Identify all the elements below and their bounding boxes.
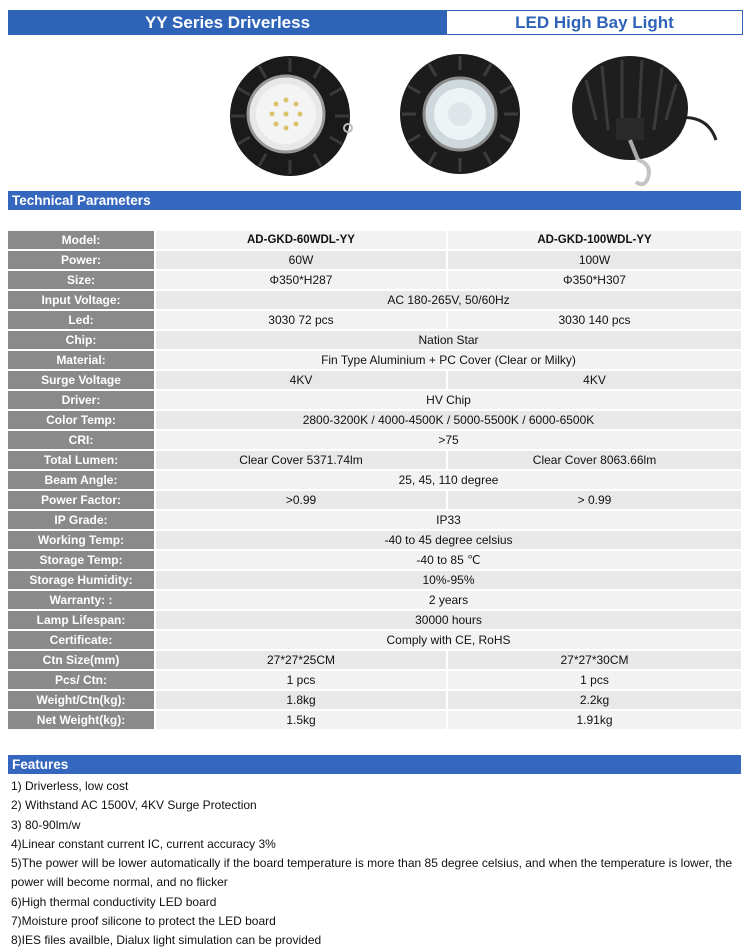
param-value: Comply with CE, RoHS (156, 631, 741, 649)
param-value-60w: 3030 72 pcs (156, 311, 448, 329)
param-value-60w: Clear Cover 5371.74lm (156, 451, 448, 469)
param-label: Material: (8, 351, 156, 369)
param-label: Beam Angle: (8, 471, 156, 489)
table-row (8, 571, 741, 589)
table-row (8, 511, 741, 529)
param-label: Led: (8, 311, 156, 329)
param-value-60w: 4KV (156, 371, 448, 389)
product-photos (0, 40, 750, 190)
param-value-100w: 4KV (448, 371, 741, 389)
param-value: 2 years (156, 591, 741, 609)
table-row (8, 591, 741, 609)
param-label: Warranty: : (8, 591, 156, 609)
param-value-60w: 1.5kg (156, 711, 448, 729)
table-row (8, 371, 741, 389)
param-label: Working Temp: (8, 531, 156, 549)
param-value: HV Chip (156, 391, 741, 409)
table-row (8, 651, 741, 669)
param-label: Certificate: (8, 631, 156, 649)
param-value-100w: 27*27*30CM (448, 651, 741, 669)
param-value: 2800-3200K / 4000-4500K / 5000-5500K / 6000-6500K (156, 411, 741, 429)
param-label: Driver: (8, 391, 156, 409)
features-heading: Features (8, 755, 741, 774)
table-row (8, 671, 741, 689)
feature-item: 3) 80-90lm/w (11, 817, 81, 832)
param-value: -40 to 45 degree celsius (156, 531, 741, 549)
title-banner (8, 10, 743, 35)
param-value-100w: 1 pcs (448, 671, 741, 689)
table-row (8, 231, 741, 249)
param-value-100w: Φ350*H307 (448, 271, 741, 289)
table-row (8, 431, 741, 449)
param-value: 25, 45, 110 degree (156, 471, 741, 489)
param-value-100w: 100W (448, 251, 741, 269)
feature-item: 2) Withstand AC 1500V, 4KV Surge Protection (11, 798, 257, 813)
feature-item: 6)High thermal conductivity LED board (11, 894, 217, 909)
param-label: Model: (8, 231, 156, 249)
param-value: >75 (156, 431, 741, 449)
table-row (8, 411, 741, 429)
param-value-60w: 27*27*25CM (156, 651, 448, 669)
product-photo-back (566, 50, 736, 200)
param-label: Input Voltage: (8, 291, 156, 309)
table-row (8, 351, 741, 369)
param-label: Total Lumen: (8, 451, 156, 469)
param-label: Storage Humidity: (8, 571, 156, 589)
table-row (8, 551, 741, 569)
table-row (8, 631, 741, 649)
param-value-100w: 1.91kg (448, 711, 741, 729)
param-label: CRI: (8, 431, 156, 449)
param-value: 10%-95% (156, 571, 741, 589)
param-label: Color Temp: (8, 411, 156, 429)
param-value-60w: 60W (156, 251, 448, 269)
param-label: Net Weight(kg): (8, 711, 156, 729)
param-value-100w: AD-GKD-100WDL-YY (448, 231, 741, 249)
table-row (8, 291, 741, 309)
table-row (8, 711, 741, 729)
param-value-100w: 3030 140 pcs (448, 311, 741, 329)
param-value: AC 180-265V, 50/60Hz (156, 291, 741, 309)
param-value-60w: 1 pcs (156, 671, 448, 689)
table-row (8, 691, 741, 709)
param-value-60w: 1.8kg (156, 691, 448, 709)
param-label: Power Factor: (8, 491, 156, 509)
product-photo-front (226, 50, 356, 180)
table-row (8, 491, 741, 509)
feature-item: 4)Linear constant current IC, current accuracy 3% (11, 836, 276, 851)
feature-item: 8)IES files availble, Dialux light simulation can be provided (11, 933, 322, 948)
param-value-100w: 2.2kg (448, 691, 741, 709)
param-label: Pcs/ Ctn: (8, 671, 156, 689)
features-list (11, 777, 741, 951)
param-value: 30000 hours (156, 611, 741, 629)
param-value-60w: >0.99 (156, 491, 448, 509)
table-row (8, 331, 741, 349)
table-row (8, 271, 741, 289)
table-row (8, 451, 741, 469)
table-row (8, 611, 741, 629)
feature-item: 5)The power will be lower automatically if the board temperature is more than 85 degree celsius, and when the temperature is lower, the power will become normal, and no flicker (11, 856, 733, 890)
series-title: YY Series Driverless (9, 11, 446, 34)
table-row (8, 471, 741, 489)
param-label: Weight/Ctn(kg): (8, 691, 156, 709)
table-row (8, 391, 741, 409)
param-label: Size: (8, 271, 156, 289)
param-value-60w: Φ350*H287 (156, 271, 448, 289)
param-label: Lamp Lifespan: (8, 611, 156, 629)
product-title: LED High Bay Light (446, 11, 742, 34)
table-row (8, 531, 741, 549)
param-value: -40 to 85 ℃ (156, 551, 741, 569)
feature-item: 1) Driverless, low cost (11, 779, 129, 793)
technical-parameters-heading: Technical Parameters (8, 191, 741, 210)
param-label: Power: (8, 251, 156, 269)
product-photo-cover (396, 50, 524, 178)
param-label: Ctn Size(mm) (8, 651, 156, 669)
table-row (8, 311, 741, 329)
param-value: IP33 (156, 511, 741, 529)
param-value: Nation Star (156, 331, 741, 349)
param-label: Storage Temp: (8, 551, 156, 569)
technical-parameters-table (8, 229, 741, 731)
table-row (8, 251, 741, 269)
param-value-60w: AD-GKD-60WDL-YY (156, 231, 448, 249)
param-value-100w: > 0.99 (448, 491, 741, 509)
param-label: IP Grade: (8, 511, 156, 529)
param-label: Surge Voltage (8, 371, 156, 389)
param-value-100w: Clear Cover 8063.66lm (448, 451, 741, 469)
feature-item: 7)Moisture proof silicone to protect the LED board (11, 914, 276, 929)
param-label: Chip: (8, 331, 156, 349)
param-value: Fin Type Aluminium + PC Cover (Clear or Milky) (156, 351, 741, 369)
